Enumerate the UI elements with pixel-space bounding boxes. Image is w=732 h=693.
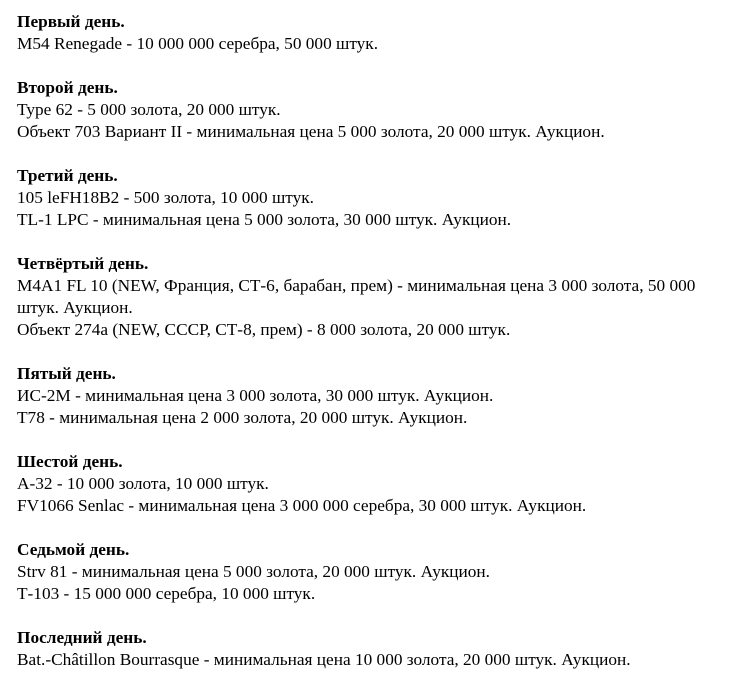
offer-entry: T78 - минимальная цена 2 000 золота, 20 000 штук. Аукцион. — [17, 408, 468, 427]
day-section-2 — [17, 77, 717, 143]
day-title: Четвёртый день. — [17, 254, 149, 273]
day-title: Второй день. — [17, 78, 118, 97]
offer-entry: FV1066 Senlac - минимальная цена 3 000 000 серебра, 30 000 штук. Аукцион. — [17, 496, 587, 515]
offer-entry: M54 Renegade - 10 000 000 серебра, 50 000 штук. — [17, 34, 379, 53]
day-title: Последний день. — [17, 628, 147, 647]
offer-entry: M4A1 FL 10 (NEW, Франция, СТ-6, барабан, прем) - минимальная цена 3 000 золота, 50 000 штук. Аукцион. — [17, 276, 696, 317]
day-section-6 — [17, 451, 717, 517]
offer-entry: TL-1 LPC - минимальная цена 5 000 золота, 30 000 штук. Аукцион. — [17, 210, 512, 229]
offer-entry: Strv 81 - минимальная цена 5 000 золота, 20 000 штук. Аукцион. — [17, 562, 490, 581]
offer-entry: Bat.-Châtillon Bourrasque - минимальная цена 10 000 золота, 20 000 штук. Аукцион. — [17, 650, 631, 669]
offer-entry: Type 62 - 5 000 золота, 20 000 штук. — [17, 100, 281, 119]
offer-entry: ИС-2М - минимальная цена 3 000 золота, 30 000 штук. Аукцион. — [17, 386, 494, 405]
offer-entry: Объект 703 Вариант II - минимальная цена 5 000 золота, 20 000 штук. Аукцион. — [17, 122, 605, 141]
day-title: Шестой день. — [17, 452, 123, 471]
day-title: Пятый день. — [17, 364, 116, 383]
day-section-3 — [17, 165, 717, 231]
day-title: Седьмой день. — [17, 540, 130, 559]
day-section-1 — [17, 11, 717, 55]
day-section-5 — [17, 363, 717, 429]
day-section-4 — [17, 253, 717, 341]
offer-entry: Т-103 - 15 000 000 серебра, 10 000 штук. — [17, 584, 316, 603]
day-title: Первый день. — [17, 12, 125, 31]
day-section-8 — [17, 627, 717, 671]
offer-entry: А-32 - 10 000 золота, 10 000 штук. — [17, 474, 269, 493]
day-section-7 — [17, 539, 717, 605]
offer-entry: Объект 274а (NEW, СССР, СТ-8, прем) - 8 000 золота, 20 000 штук. — [17, 320, 511, 339]
offer-entry: 105 leFH18B2 - 500 золота, 10 000 штук. — [17, 188, 314, 207]
day-title: Третий день. — [17, 166, 118, 185]
